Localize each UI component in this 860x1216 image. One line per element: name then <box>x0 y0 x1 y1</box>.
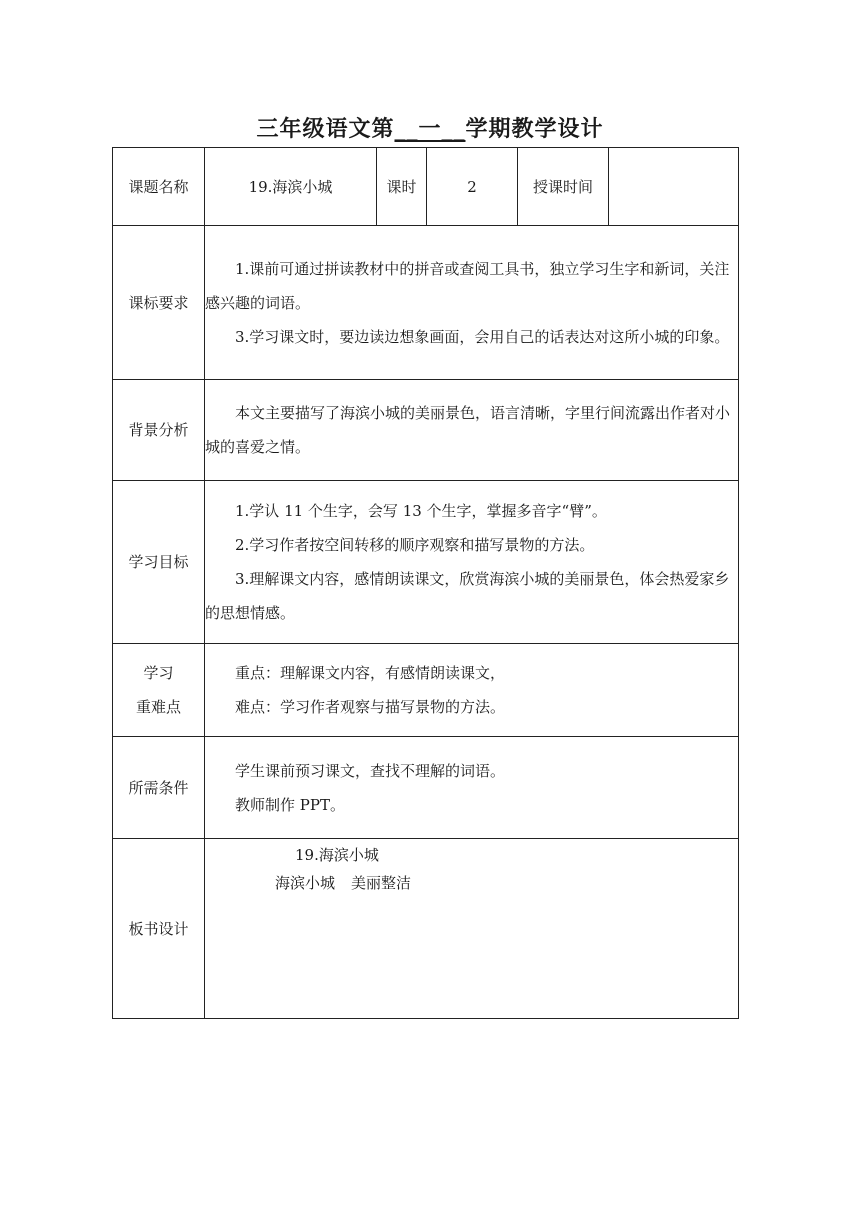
board-line <box>205 869 738 897</box>
board-line-left: 海滨小城 <box>275 874 336 892</box>
curriculum-line-1: 1.课前可通过拼读教材中的拼音或查阅工具书，独立学习生字和新词，关注感兴趣的词语。 <box>205 259 730 312</box>
key-point-difficulty: 难点：学习作者观察与描写景物的方法。 <box>235 698 506 716</box>
lesson-plan-table <box>112 147 739 1019</box>
objectives-content <box>205 481 739 644</box>
key-points-label <box>113 644 205 737</box>
key-point-focus: 重点：理解课文内容，有感情朗读课文， <box>235 664 506 682</box>
curriculum-label: 课标要求 <box>113 226 205 380</box>
header-row <box>113 148 739 226</box>
objectives-line-1: 1.学认 11 个生字，会写 13 个生字，掌握多音字“臂”。 <box>235 502 607 520</box>
objectives-line-3: 3.理解课文内容，感情朗读课文，欣赏海滨小城的美丽景色，体会热爱家乡的思想情感。 <box>205 570 730 622</box>
conditions-label: 所需条件 <box>113 737 205 839</box>
key-points-label-line-2: 重难点 <box>135 698 181 716</box>
objectives-line-2: 2.学习作者按空间转移的顺序观察和描写景物的方法。 <box>235 536 595 554</box>
time-label: 授课时间 <box>518 148 609 226</box>
periods-label: 课时 <box>377 148 427 226</box>
conditions-line-2: 教师制作 PPT。 <box>235 795 345 814</box>
conditions-content <box>205 737 739 839</box>
key-points-label-line-1: 学习 <box>143 664 174 682</box>
board-label: 板书设计 <box>113 839 205 1019</box>
board-row <box>113 839 739 1019</box>
conditions-row <box>113 737 739 839</box>
background-content <box>205 380 739 481</box>
board-content <box>205 839 739 1019</box>
board-heading: 19.海滨小城 <box>295 846 379 864</box>
conditions-line-1: 学生课前预习课文，查找不理解的词语。 <box>235 761 506 780</box>
periods-value: 2 <box>427 148 518 226</box>
title-prefix: 三年级语文第 <box>256 117 395 142</box>
time-value <box>609 148 739 226</box>
background-row <box>113 380 739 481</box>
curriculum-row <box>113 226 739 380</box>
background-line-1: 本文主要描写了海滨小城的美丽景色，语言清晰，字里行间流露出作者对小城的喜爱之情。 <box>205 404 731 456</box>
key-points-row <box>113 644 739 737</box>
key-points-content <box>205 644 739 737</box>
objectives-label: 学习目标 <box>113 481 205 644</box>
topic-label: 课题名称 <box>113 148 205 226</box>
curriculum-content <box>205 226 739 380</box>
board-line-right: 美丽整洁 <box>351 874 412 892</box>
title-suffix: 学期教学设计 <box>465 117 604 142</box>
topic-value: 19.海滨小城 <box>205 148 377 226</box>
title-semester-blank: __一__ <box>394 117 466 142</box>
background-label: 背景分析 <box>113 380 205 481</box>
objectives-row <box>113 481 739 644</box>
curriculum-line-2: 3.学习课文时，要边读边想象画面，会用自己的话表达对这所小城的印象。 <box>235 327 730 346</box>
page-title <box>0 112 860 143</box>
